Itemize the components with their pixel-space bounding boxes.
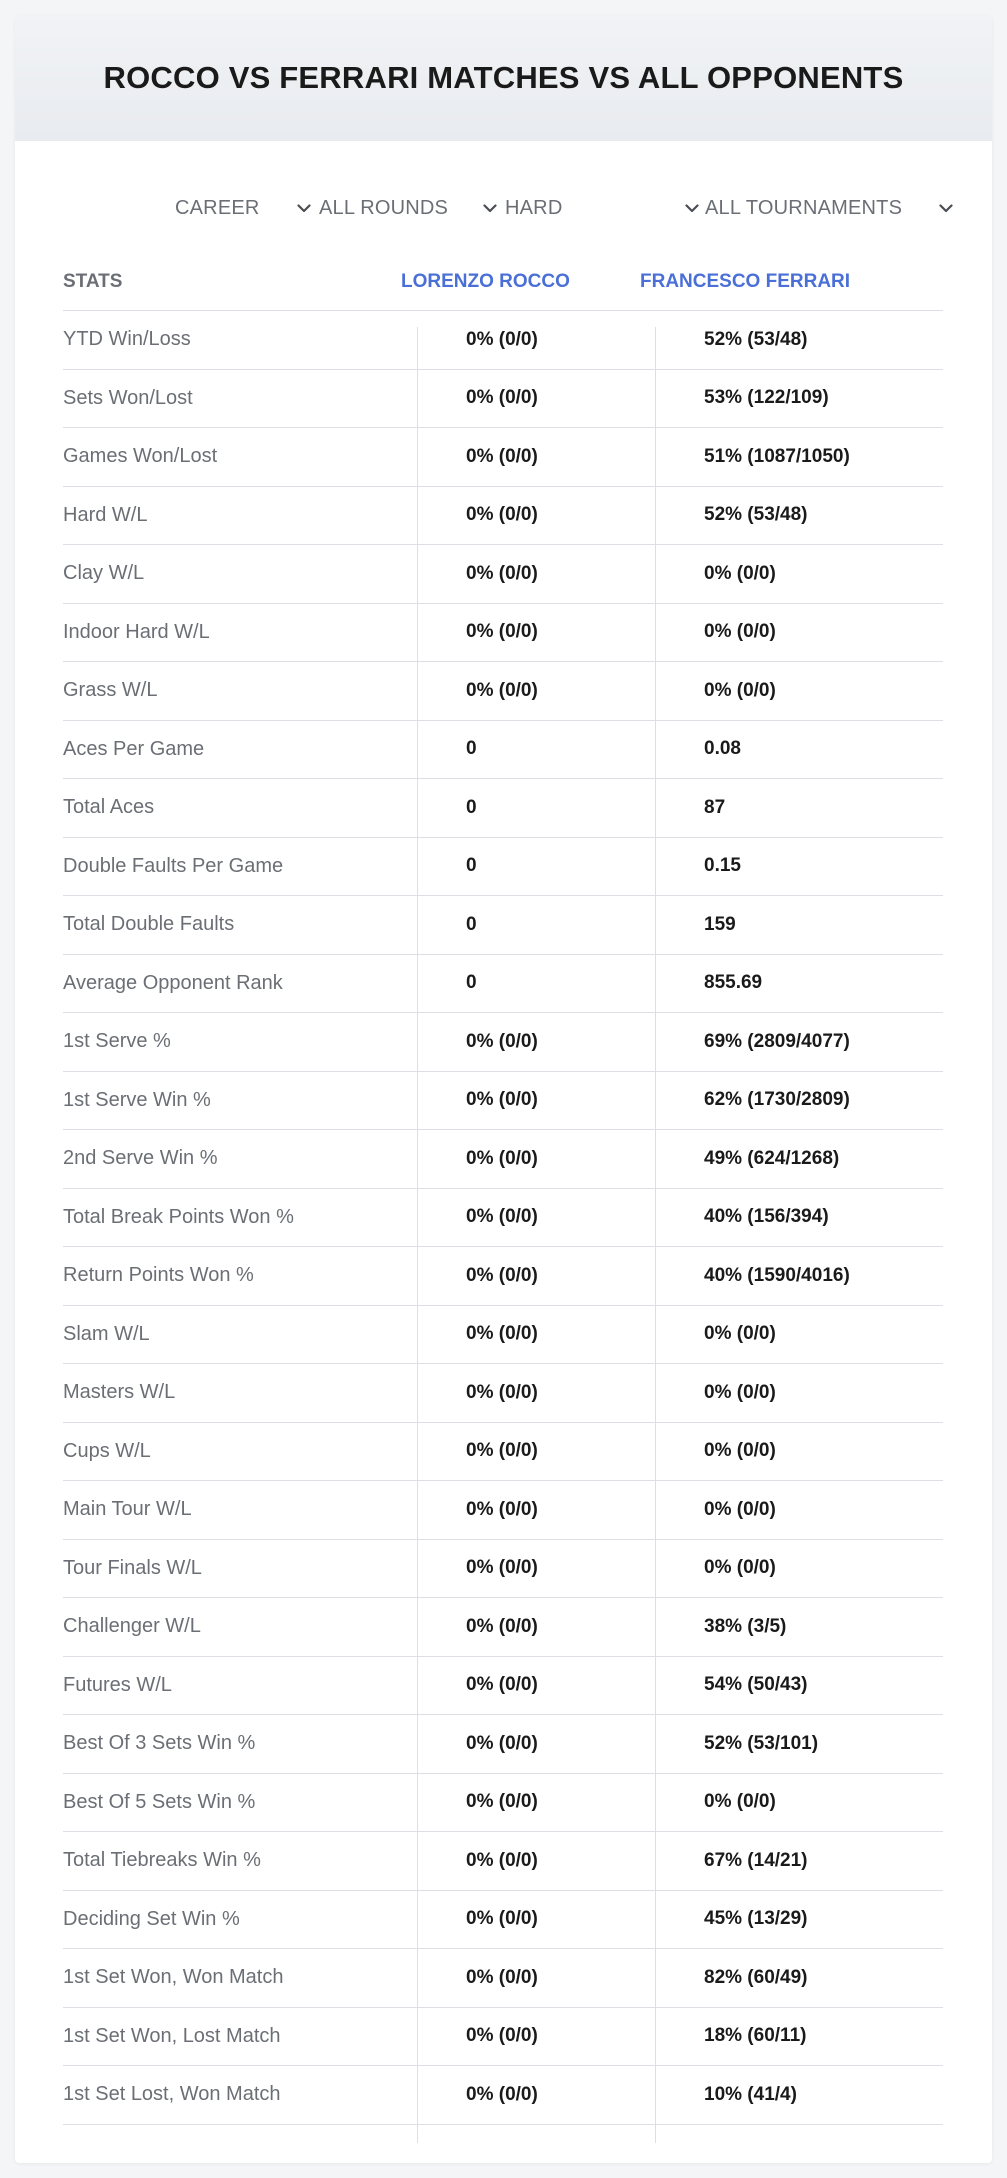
- player2-value: 40% (156/394): [704, 1206, 829, 1228]
- table-row: [63, 1306, 943, 1365]
- table-row: [63, 1481, 943, 1540]
- table-row: [63, 1364, 943, 1423]
- player2-value: 52% (53/101): [704, 1732, 819, 1754]
- player2-value: 10% (41/4): [704, 2083, 797, 2105]
- player2-value: 38% (3/5): [704, 1615, 787, 1637]
- player2-value: 18% (60/11): [704, 2025, 807, 2047]
- table-row: [63, 2066, 943, 2125]
- table-row: [63, 1949, 943, 2008]
- stat-name: Deciding Set Win %: [63, 1907, 240, 1930]
- player1-value: 0% (0/0): [466, 1147, 538, 1169]
- table-row: [63, 1657, 943, 1716]
- stat-name: 1st Serve %: [63, 1030, 171, 1053]
- stat-name: Clay W/L: [63, 562, 145, 585]
- table-row: [63, 604, 943, 663]
- tournament-select[interactable]: [705, 187, 955, 229]
- stat-name: Hard W/L: [63, 503, 148, 526]
- table-row: [63, 311, 943, 370]
- stat-name: Best Of 5 Sets Win %: [63, 1790, 256, 1813]
- player1-value: 0% (0/0): [466, 621, 538, 643]
- table-row: [63, 1891, 943, 1950]
- period-select-label: CAREER: [175, 196, 260, 219]
- player2-value: 0% (0/0): [704, 621, 776, 643]
- player2-value: 0% (0/0): [704, 679, 776, 701]
- player2-value: 62% (1730/2809): [704, 1089, 850, 1111]
- table-row: [63, 370, 943, 429]
- player1-value: 0% (0/0): [466, 1323, 538, 1345]
- table-row: [63, 838, 943, 897]
- player1-value: 0% (0/0): [466, 562, 538, 584]
- player1-value: 0% (0/0): [466, 387, 538, 409]
- stats-table: [63, 253, 943, 2125]
- table-row: [63, 545, 943, 604]
- table-row: [63, 721, 943, 780]
- stat-name: Total Break Points Won %: [63, 1205, 294, 1228]
- player1-value: 0% (0/0): [466, 2025, 538, 2047]
- player1-value: 0% (0/0): [466, 1030, 538, 1052]
- player1-value: 0: [466, 913, 477, 935]
- player2-value: 0.15: [704, 855, 741, 877]
- table-row: [63, 779, 943, 838]
- player1-value: 0% (0/0): [466, 504, 538, 526]
- player1-value: 0% (0/0): [466, 1381, 538, 1403]
- player2-value: 87: [704, 796, 726, 818]
- player2-value: 69% (2809/4077): [704, 1030, 850, 1052]
- page-title: ROCCO VS FERRARI MATCHES VS ALL OPPONENTS: [103, 60, 904, 95]
- player1-value: 0% (0/0): [466, 2083, 538, 2105]
- player1-value: 0% (0/0): [466, 1732, 538, 1754]
- round-select[interactable]: [319, 187, 499, 229]
- stat-name: Slam W/L: [63, 1322, 150, 1345]
- player2-link[interactable]: FRANCESCO FERRARI: [640, 270, 851, 292]
- table-row: [63, 1540, 943, 1599]
- stat-name: 1st Serve Win %: [63, 1088, 211, 1111]
- tournament-select-label: ALL TOURNAMENTS: [705, 196, 903, 219]
- player1-value: 0% (0/0): [466, 1908, 538, 1930]
- table-row: [63, 955, 943, 1014]
- player1-value: 0: [466, 738, 477, 760]
- player1-value: 0: [466, 796, 477, 818]
- player1-value: 0% (0/0): [466, 1498, 538, 1520]
- page-header: [15, 15, 992, 141]
- filter-bar: [15, 187, 992, 229]
- player2-value: 40% (1590/4016): [704, 1264, 850, 1286]
- player2-value: 45% (13/29): [704, 1908, 808, 1930]
- table-header: [63, 253, 943, 311]
- player2-value: 0% (0/0): [704, 1440, 776, 1462]
- table-row: [63, 487, 943, 546]
- stat-name: Total Tiebreaks Win %: [63, 1849, 261, 1872]
- table-row: [63, 1013, 943, 1072]
- player1-value: 0% (0/0): [466, 1089, 538, 1111]
- player2-value: 51% (1087/1050): [704, 445, 850, 467]
- stat-name: Futures W/L: [63, 1673, 172, 1696]
- stat-name: Average Opponent Rank: [63, 971, 283, 994]
- stat-name: Masters W/L: [63, 1381, 176, 1404]
- table-row: [63, 1715, 943, 1774]
- player2-value: 0% (0/0): [704, 1557, 776, 1579]
- player2-value: 53% (122/109): [704, 387, 829, 409]
- player1-value: 0% (0/0): [466, 1966, 538, 1988]
- player1-value: 0% (0/0): [466, 445, 538, 467]
- player2-value: 0% (0/0): [704, 1791, 776, 1813]
- player1-value: 0% (0/0): [466, 1264, 538, 1286]
- stat-name: Tour Finals W/L: [63, 1556, 202, 1579]
- table-row: [63, 896, 943, 955]
- table-row: [63, 1247, 943, 1306]
- player2-value: 52% (53/48): [704, 504, 808, 526]
- chevron-down-icon: [481, 199, 499, 217]
- player1-value: 0% (0/0): [466, 1674, 538, 1696]
- player2-value: 0% (0/0): [704, 562, 776, 584]
- table-body: [63, 311, 943, 2125]
- stat-name: 1st Set Lost, Won Match: [63, 2083, 281, 2106]
- player2-value: 49% (624/1268): [704, 1147, 840, 1169]
- period-select[interactable]: [175, 187, 313, 229]
- player2-value: 54% (50/43): [704, 1674, 808, 1696]
- player1-value: 0% (0/0): [466, 1440, 538, 1462]
- player2-value: 52% (53/48): [704, 328, 808, 350]
- table-row: [63, 662, 943, 721]
- table-row: [63, 1072, 943, 1131]
- player2-value: 0% (0/0): [704, 1498, 776, 1520]
- table-row: [63, 1423, 943, 1482]
- surface-select-label: HARD: [505, 196, 563, 219]
- player1-value: 0: [466, 855, 477, 877]
- stat-name: 1st Set Won, Lost Match: [63, 2024, 281, 2047]
- table-row: [63, 428, 943, 487]
- player1-value: 0% (0/0): [466, 328, 538, 350]
- player1-value: 0% (0/0): [466, 1791, 538, 1813]
- stat-name: Double Faults Per Game: [63, 854, 284, 877]
- stat-name: 2nd Serve Win %: [63, 1147, 218, 1170]
- stat-name: Cups W/L: [63, 1439, 151, 1462]
- player1-value: 0: [466, 972, 477, 994]
- stat-name: YTD Win/Loss: [63, 328, 191, 351]
- stat-name: Best Of 3 Sets Win %: [63, 1732, 256, 1755]
- player2-value: 855.69: [704, 972, 763, 994]
- player1-value: 0% (0/0): [466, 1849, 538, 1871]
- player2-value: 0.08: [704, 738, 741, 760]
- stat-name: Main Tour W/L: [63, 1498, 192, 1521]
- table-row: [63, 1832, 943, 1891]
- table-row: [63, 1598, 943, 1657]
- table-row: [63, 1189, 943, 1248]
- player1-value: 0% (0/0): [466, 1206, 538, 1228]
- player1-value: 0% (0/0): [466, 679, 538, 701]
- chevron-down-icon: [683, 199, 701, 217]
- stats-card: [15, 15, 992, 2163]
- player1-value: 0% (0/0): [466, 1557, 538, 1579]
- player1-link[interactable]: LORENZO ROCCO: [401, 270, 570, 292]
- chevron-down-icon: [295, 199, 313, 217]
- stat-name: Return Points Won %: [63, 1264, 254, 1287]
- player1-value: 0% (0/0): [466, 1615, 538, 1637]
- player2-value: 0% (0/0): [704, 1323, 776, 1345]
- player2-value: 159: [704, 913, 736, 935]
- table-row: [63, 1130, 943, 1189]
- table-row: [63, 2008, 943, 2067]
- stat-name: Total Aces: [63, 796, 155, 819]
- stat-name: 1st Set Won, Won Match: [63, 1966, 284, 1989]
- player2-value: 0% (0/0): [704, 1381, 776, 1403]
- stat-name: Games Won/Lost: [63, 445, 218, 468]
- stat-name: Total Double Faults: [63, 913, 235, 936]
- stat-name: Sets Won/Lost: [63, 386, 193, 409]
- round-select-label: ALL ROUNDS: [319, 196, 449, 219]
- table-row: [63, 1774, 943, 1833]
- player2-value: 82% (60/49): [704, 1966, 808, 1988]
- stat-name: Indoor Hard W/L: [63, 620, 210, 643]
- stat-name: Grass W/L: [63, 679, 158, 702]
- player2-value: 67% (14/21): [704, 1849, 808, 1871]
- surface-select[interactable]: [505, 187, 701, 229]
- stat-name: Aces Per Game: [63, 737, 205, 760]
- stats-column-header: STATS: [63, 270, 123, 292]
- stat-name: Challenger W/L: [63, 1615, 201, 1638]
- chevron-down-icon: [937, 199, 955, 217]
